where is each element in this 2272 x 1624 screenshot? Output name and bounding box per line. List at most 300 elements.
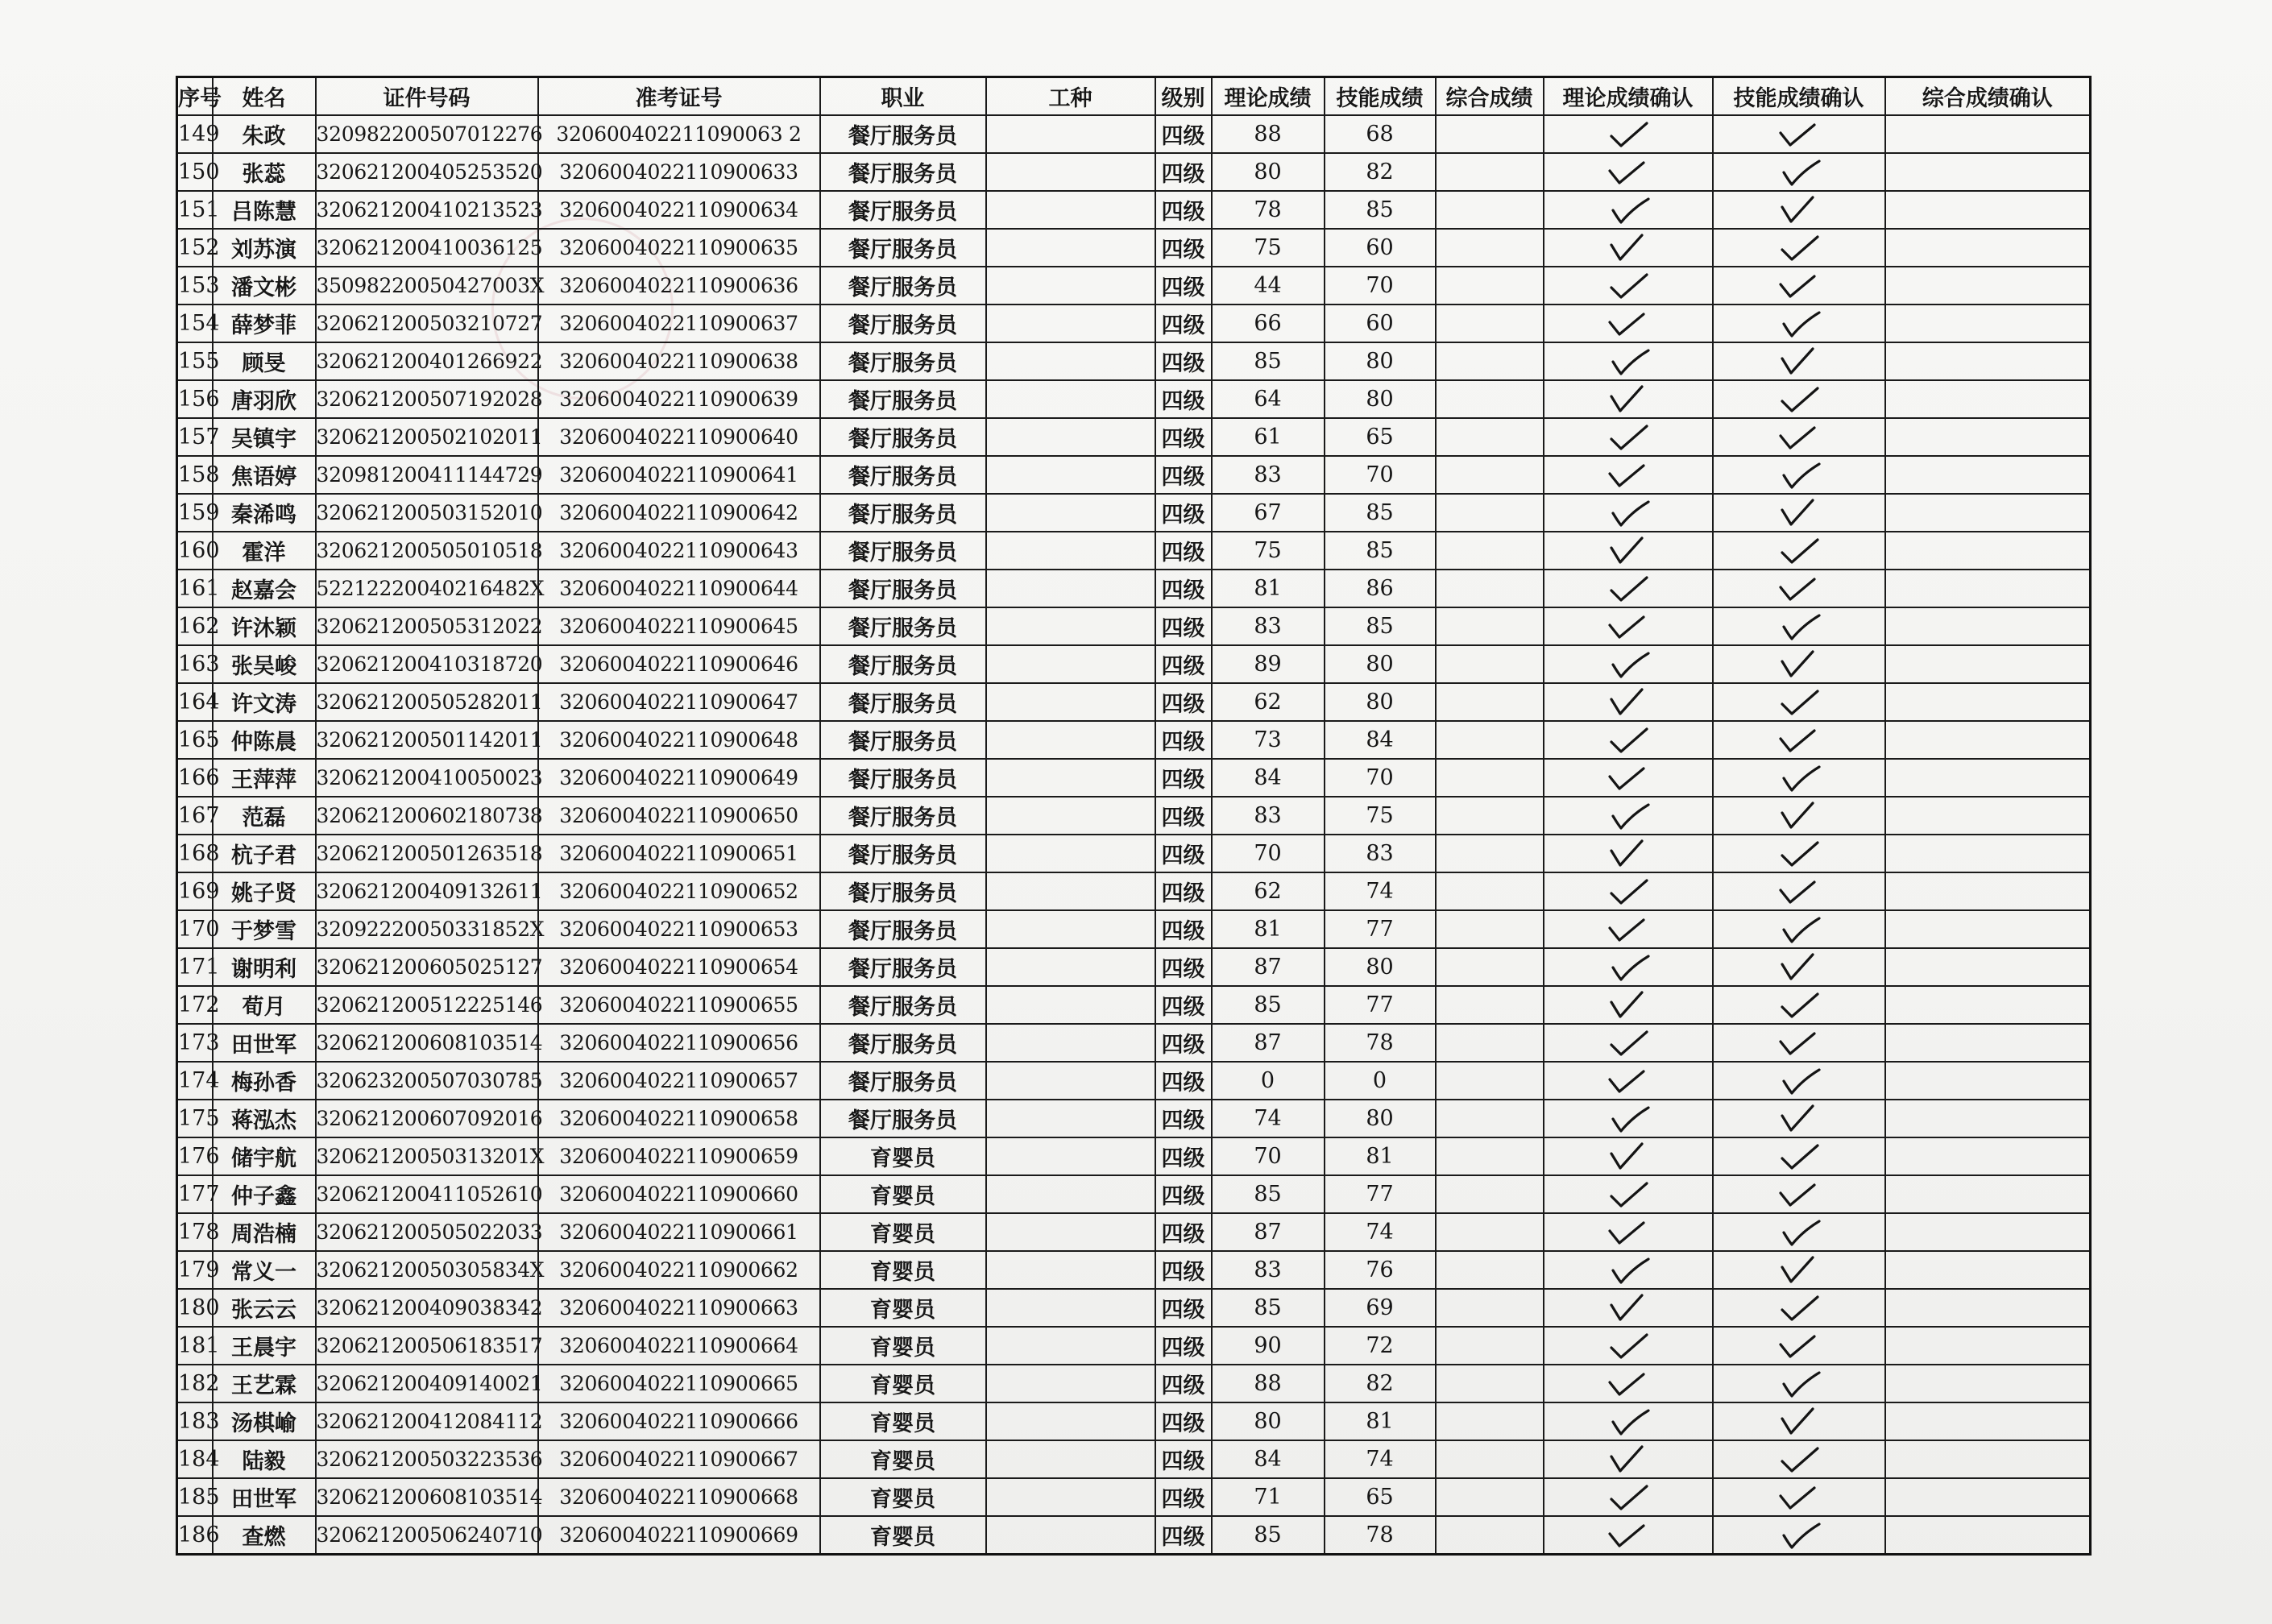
row-id-number: 32092220050331852X	[316, 910, 538, 948]
row-overall-score	[1436, 1213, 1544, 1251]
row-seq: 165	[177, 721, 213, 759]
row-seq: 179	[177, 1251, 213, 1289]
row-occupation: 餐厅服务员	[820, 494, 986, 532]
row-theory-score: 83	[1212, 456, 1325, 494]
skill-confirm-cell	[1713, 1516, 1885, 1555]
row-exam-number: 3206004022110900660	[538, 1175, 820, 1213]
handwritten-check-icon	[1771, 497, 1827, 529]
header-theory-confirm: 理论成绩确认	[1544, 77, 1713, 116]
row-overall-score	[1436, 115, 1544, 153]
row-skill-score: 70	[1325, 267, 1436, 304]
row-overall-score	[1436, 872, 1544, 910]
handwritten-check-icon	[1771, 724, 1827, 756]
row-seq: 163	[177, 645, 213, 683]
row-skill-score: 75	[1325, 797, 1436, 835]
handwritten-check-icon	[1771, 118, 1827, 151]
row-exam-number: 3206004022110900640	[538, 418, 820, 456]
row-level: 四级	[1155, 910, 1212, 948]
handwritten-check-icon	[1771, 1481, 1827, 1514]
row-level: 四级	[1155, 456, 1212, 494]
handwritten-check-icon	[1600, 1103, 1656, 1135]
row-seq: 181	[177, 1327, 213, 1365]
row-level: 四级	[1155, 1062, 1212, 1100]
theory-confirm-cell	[1544, 229, 1713, 267]
row-occupation: 餐厅服务员	[820, 1024, 986, 1062]
row-level: 四级	[1155, 191, 1212, 229]
row-id-number: 320621200410050023	[316, 759, 538, 797]
handwritten-check-icon	[1600, 914, 1656, 946]
header-theory-score: 理论成绩	[1212, 77, 1325, 116]
table-row	[177, 645, 2091, 683]
skill-confirm-cell	[1713, 304, 1885, 342]
handwritten-check-icon	[1771, 270, 1827, 302]
theory-confirm-cell	[1544, 607, 1713, 645]
skill-confirm-cell	[1713, 1478, 1885, 1516]
row-level: 四级	[1155, 1024, 1212, 1062]
table-row	[177, 1402, 2091, 1440]
handwritten-check-icon	[1771, 1292, 1827, 1324]
theory-confirm-cell	[1544, 304, 1713, 342]
row-occupation: 餐厅服务员	[820, 418, 986, 456]
overall-confirm-cell	[1885, 570, 2091, 607]
row-overall-score	[1436, 1062, 1544, 1100]
row-id-number: 320621200409038342	[316, 1289, 538, 1327]
row-level: 四级	[1155, 1289, 1212, 1327]
row-level: 四级	[1155, 1175, 1212, 1213]
row-skill-score: 0	[1325, 1062, 1436, 1100]
row-occupation: 餐厅服务员	[820, 948, 986, 986]
row-id-number: 320621200602180738	[316, 797, 538, 835]
row-id-number: 320621200608103514	[316, 1024, 538, 1062]
table-row	[177, 948, 2091, 986]
row-level: 四级	[1155, 721, 1212, 759]
theory-confirm-cell	[1544, 835, 1713, 872]
table-row	[177, 342, 2091, 380]
handwritten-check-icon	[1600, 762, 1656, 794]
overall-confirm-cell	[1885, 380, 2091, 418]
row-id-number: 320621200502102011	[316, 418, 538, 456]
row-overall-score	[1436, 721, 1544, 759]
row-name: 查燃	[213, 1516, 316, 1555]
row-skill-score: 80	[1325, 342, 1436, 380]
row-skill-score: 70	[1325, 759, 1436, 797]
handwritten-check-icon	[1600, 1141, 1656, 1173]
row-overall-score	[1436, 607, 1544, 645]
row-seq: 157	[177, 418, 213, 456]
table-row	[177, 1213, 2091, 1251]
row-id-number: 320621200505010518	[316, 532, 538, 570]
row-overall-score	[1436, 191, 1544, 229]
handwritten-check-icon	[1600, 876, 1656, 908]
skill-confirm-cell	[1713, 532, 1885, 570]
row-skill-score: 76	[1325, 1251, 1436, 1289]
row-id-number: 320621200411052610	[316, 1175, 538, 1213]
handwritten-check-icon	[1771, 1444, 1827, 1476]
theory-confirm-cell	[1544, 1327, 1713, 1365]
row-level: 四级	[1155, 872, 1212, 910]
row-name: 霍洋	[213, 532, 316, 570]
row-name: 仲子鑫	[213, 1175, 316, 1213]
row-exam-number: 3206004022110900648	[538, 721, 820, 759]
row-seq: 164	[177, 683, 213, 721]
row-theory-score: 66	[1212, 304, 1325, 342]
row-level: 四级	[1155, 1440, 1212, 1478]
theory-confirm-cell	[1544, 153, 1713, 191]
handwritten-check-icon	[1600, 573, 1656, 605]
row-seq: 152	[177, 229, 213, 267]
row-id-number: 320621200412084112	[316, 1402, 538, 1440]
row-overall-score	[1436, 1516, 1544, 1555]
row-theory-score: 85	[1212, 986, 1325, 1024]
handwritten-check-icon	[1600, 1254, 1656, 1286]
row-level: 四级	[1155, 607, 1212, 645]
row-name: 范磊	[213, 797, 316, 835]
row-id-number: 320621200505022033	[316, 1213, 538, 1251]
overall-confirm-cell	[1885, 1478, 2091, 1516]
row-occupation: 餐厅服务员	[820, 267, 986, 304]
row-occupation: 育婴员	[820, 1402, 986, 1440]
row-seq: 177	[177, 1175, 213, 1213]
skill-confirm-cell	[1713, 1289, 1885, 1327]
row-seq: 154	[177, 304, 213, 342]
handwritten-check-icon	[1600, 383, 1656, 416]
overall-confirm-cell	[1885, 645, 2091, 683]
row-overall-score	[1436, 910, 1544, 948]
row-level: 四级	[1155, 759, 1212, 797]
theory-confirm-cell	[1544, 1251, 1713, 1289]
row-skill-score: 78	[1325, 1516, 1436, 1555]
row-occupation: 餐厅服务员	[820, 797, 986, 835]
handwritten-check-icon	[1600, 838, 1656, 870]
row-work-type	[986, 910, 1155, 948]
row-occupation: 餐厅服务员	[820, 986, 986, 1024]
theory-confirm-cell	[1544, 1365, 1713, 1402]
overall-confirm-cell	[1885, 910, 2091, 948]
row-overall-score	[1436, 380, 1544, 418]
theory-confirm-cell	[1544, 191, 1713, 229]
table-row	[177, 267, 2091, 304]
row-theory-score: 90	[1212, 1327, 1325, 1365]
row-name: 杭子君	[213, 835, 316, 872]
handwritten-check-icon	[1771, 838, 1827, 870]
theory-confirm-cell	[1544, 1402, 1713, 1440]
row-id-number: 320621200507192028	[316, 380, 538, 418]
skill-confirm-cell	[1713, 191, 1885, 229]
row-work-type	[986, 1365, 1155, 1402]
skill-confirm-cell	[1713, 835, 1885, 872]
row-name: 焦语婷	[213, 456, 316, 494]
row-work-type	[986, 1251, 1155, 1289]
handwritten-check-icon	[1771, 989, 1827, 1021]
row-name: 仲陈晨	[213, 721, 316, 759]
row-skill-score: 70	[1325, 456, 1436, 494]
row-name: 周浩楠	[213, 1213, 316, 1251]
row-occupation: 餐厅服务员	[820, 532, 986, 570]
row-level: 四级	[1155, 267, 1212, 304]
row-exam-number: 3206004022110900636	[538, 267, 820, 304]
row-skill-score: 81	[1325, 1137, 1436, 1175]
row-occupation: 餐厅服务员	[820, 683, 986, 721]
row-work-type	[986, 759, 1155, 797]
theory-confirm-cell	[1544, 1289, 1713, 1327]
table-row	[177, 607, 2091, 645]
handwritten-check-icon	[1771, 383, 1827, 416]
table-row	[177, 229, 2091, 267]
row-occupation: 餐厅服务员	[820, 191, 986, 229]
row-seq: 160	[177, 532, 213, 570]
row-id-number: 320621200605025127	[316, 948, 538, 986]
row-seq: 167	[177, 797, 213, 835]
row-occupation: 育婴员	[820, 1137, 986, 1175]
row-name: 秦浠鸣	[213, 494, 316, 532]
theory-confirm-cell	[1544, 1062, 1713, 1100]
overall-confirm-cell	[1885, 1327, 2091, 1365]
handwritten-check-icon	[1771, 876, 1827, 908]
row-name: 陆毅	[213, 1440, 316, 1478]
row-work-type	[986, 532, 1155, 570]
row-theory-score: 74	[1212, 1100, 1325, 1137]
row-exam-number: 3206004022110900644	[538, 570, 820, 607]
handwritten-check-icon	[1771, 686, 1827, 719]
row-work-type	[986, 721, 1155, 759]
handwritten-check-icon	[1771, 535, 1827, 567]
row-occupation: 餐厅服务员	[820, 342, 986, 380]
theory-confirm-cell	[1544, 115, 1713, 153]
overall-confirm-cell	[1885, 759, 2091, 797]
row-exam-number: 3206004022110900655	[538, 986, 820, 1024]
score-roster-table	[176, 76, 2092, 1556]
row-work-type	[986, 191, 1155, 229]
skill-confirm-cell	[1713, 1062, 1885, 1100]
theory-confirm-cell	[1544, 645, 1713, 683]
skill-confirm-cell	[1713, 153, 1885, 191]
row-exam-number: 3206004022110900665	[538, 1365, 820, 1402]
row-overall-score	[1436, 1024, 1544, 1062]
handwritten-check-icon	[1771, 800, 1827, 832]
row-seq: 155	[177, 342, 213, 380]
row-exam-number: 3206004022110900666	[538, 1402, 820, 1440]
row-occupation: 育婴员	[820, 1440, 986, 1478]
theory-confirm-cell	[1544, 872, 1713, 910]
row-exam-number: 3206004022110900642	[538, 494, 820, 532]
handwritten-check-icon	[1600, 989, 1656, 1021]
handwritten-check-icon	[1600, 611, 1656, 643]
row-work-type	[986, 456, 1155, 494]
row-id-number: 320621200409140021	[316, 1365, 538, 1402]
row-name: 潘文彬	[213, 267, 316, 304]
theory-confirm-cell	[1544, 1100, 1713, 1137]
row-level: 四级	[1155, 380, 1212, 418]
handwritten-check-icon	[1771, 346, 1827, 378]
skill-confirm-cell	[1713, 607, 1885, 645]
row-work-type	[986, 267, 1155, 304]
row-overall-score	[1436, 1327, 1544, 1365]
handwritten-check-icon	[1771, 421, 1827, 454]
row-level: 四级	[1155, 1478, 1212, 1516]
row-theory-score: 87	[1212, 1024, 1325, 1062]
row-theory-score: 44	[1212, 267, 1325, 304]
row-occupation: 餐厅服务员	[820, 910, 986, 948]
row-theory-score: 62	[1212, 683, 1325, 721]
row-exam-number: 3206004022110900652	[538, 872, 820, 910]
row-occupation: 餐厅服务员	[820, 607, 986, 645]
row-work-type	[986, 1440, 1155, 1478]
row-level: 四级	[1155, 1327, 1212, 1365]
row-work-type	[986, 115, 1155, 153]
row-exam-number: 3206004022110900668	[538, 1478, 820, 1516]
row-theory-score: 87	[1212, 1213, 1325, 1251]
skill-confirm-cell	[1713, 797, 1885, 835]
row-exam-number: 3206004022110900649	[538, 759, 820, 797]
row-skill-score: 74	[1325, 872, 1436, 910]
row-id-number: 320621200505312022	[316, 607, 538, 645]
table-row	[177, 304, 2091, 342]
overall-confirm-cell	[1885, 1062, 2091, 1100]
table-row	[177, 910, 2091, 948]
row-skill-score: 65	[1325, 418, 1436, 456]
table-row	[177, 797, 2091, 835]
row-id-number: 320621200608103514	[316, 1478, 538, 1516]
handwritten-check-icon	[1771, 459, 1827, 491]
handwritten-check-icon	[1600, 118, 1656, 151]
table-row	[177, 1478, 2091, 1516]
row-theory-score: 81	[1212, 910, 1325, 948]
overall-confirm-cell	[1885, 1516, 2091, 1555]
table-row	[177, 1100, 2091, 1137]
row-work-type	[986, 342, 1155, 380]
row-exam-number: 3206004022110900661	[538, 1213, 820, 1251]
row-level: 四级	[1155, 418, 1212, 456]
row-theory-score: 80	[1212, 153, 1325, 191]
table-row	[177, 191, 2091, 229]
header-overall-score: 综合成绩	[1436, 77, 1544, 116]
row-exam-number: 3206004022110900657	[538, 1062, 820, 1100]
skill-confirm-cell	[1713, 229, 1885, 267]
overall-confirm-cell	[1885, 721, 2091, 759]
handwritten-check-icon	[1771, 573, 1827, 605]
row-occupation: 育婴员	[820, 1478, 986, 1516]
overall-confirm-cell	[1885, 267, 2091, 304]
row-overall-score	[1436, 948, 1544, 986]
theory-confirm-cell	[1544, 759, 1713, 797]
row-overall-score	[1436, 229, 1544, 267]
row-id-number: 320621200405253520	[316, 153, 538, 191]
overall-confirm-cell	[1885, 191, 2091, 229]
theory-confirm-cell	[1544, 494, 1713, 532]
row-work-type	[986, 645, 1155, 683]
row-exam-number: 3206004022110900651	[538, 835, 820, 872]
row-level: 四级	[1155, 1137, 1212, 1175]
table-row	[177, 683, 2091, 721]
row-exam-number: 3206004022110900646	[538, 645, 820, 683]
row-overall-score	[1436, 1289, 1544, 1327]
row-exam-number: 3206004022110900637	[538, 304, 820, 342]
row-seq: 170	[177, 910, 213, 948]
row-seq: 185	[177, 1478, 213, 1516]
row-level: 四级	[1155, 948, 1212, 986]
row-id-number: 320982200507012276	[316, 115, 538, 153]
row-id-number: 320621200503152010	[316, 494, 538, 532]
skill-confirm-cell	[1713, 759, 1885, 797]
table-row	[177, 1024, 2091, 1062]
skill-confirm-cell	[1713, 1365, 1885, 1402]
row-work-type	[986, 1478, 1155, 1516]
table-row	[177, 721, 2091, 759]
handwritten-check-icon	[1600, 1065, 1656, 1097]
overall-confirm-cell	[1885, 115, 2091, 153]
row-occupation: 餐厅服务员	[820, 153, 986, 191]
overall-confirm-cell	[1885, 456, 2091, 494]
handwritten-check-icon	[1600, 800, 1656, 832]
row-overall-score	[1436, 570, 1544, 607]
overall-confirm-cell	[1885, 342, 2091, 380]
overall-confirm-cell	[1885, 1365, 2091, 1402]
row-id-number: 320621200401266922	[316, 342, 538, 380]
row-occupation: 餐厅服务员	[820, 380, 986, 418]
row-name: 赵嘉会	[213, 570, 316, 607]
theory-confirm-cell	[1544, 1516, 1713, 1555]
row-id-number: 320621200410213523	[316, 191, 538, 229]
table-row	[177, 1440, 2091, 1478]
row-occupation: 育婴员	[820, 1251, 986, 1289]
overall-confirm-cell	[1885, 607, 2091, 645]
overall-confirm-cell	[1885, 304, 2091, 342]
row-id-number: 320623200507030785	[316, 1062, 538, 1100]
row-skill-score: 81	[1325, 1402, 1436, 1440]
row-occupation: 餐厅服务员	[820, 1062, 986, 1100]
row-name: 张蕊	[213, 153, 316, 191]
handwritten-check-icon	[1771, 308, 1827, 340]
table-row	[177, 115, 2091, 153]
header-level: 级别	[1155, 77, 1212, 116]
handwritten-check-icon	[1600, 648, 1656, 681]
row-occupation: 餐厅服务员	[820, 570, 986, 607]
row-name: 蒋泓杰	[213, 1100, 316, 1137]
handwritten-check-icon	[1600, 1406, 1656, 1438]
skill-confirm-cell	[1713, 1137, 1885, 1175]
row-occupation: 餐厅服务员	[820, 645, 986, 683]
row-level: 四级	[1155, 986, 1212, 1024]
skill-confirm-cell	[1713, 1024, 1885, 1062]
skill-confirm-cell	[1713, 494, 1885, 532]
header-exam-number: 准考证号	[538, 77, 820, 116]
row-level: 四级	[1155, 1516, 1212, 1555]
row-name: 刘苏演	[213, 229, 316, 267]
row-overall-score	[1436, 418, 1544, 456]
row-work-type	[986, 304, 1155, 342]
row-name: 吴镇宇	[213, 418, 316, 456]
row-theory-score: 88	[1212, 1365, 1325, 1402]
row-name: 谢明利	[213, 948, 316, 986]
row-occupation: 育婴员	[820, 1327, 986, 1365]
row-exam-number: 3206004022110900653	[538, 910, 820, 948]
handwritten-check-icon	[1771, 1065, 1827, 1097]
row-exam-number: 3206004022110900663	[538, 1289, 820, 1327]
row-seq: 168	[177, 835, 213, 872]
skill-confirm-cell	[1713, 1213, 1885, 1251]
row-theory-score: 85	[1212, 1175, 1325, 1213]
row-work-type	[986, 872, 1155, 910]
header-skill-confirm: 技能成绩确认	[1713, 77, 1885, 116]
row-theory-score: 78	[1212, 191, 1325, 229]
row-occupation: 餐厅服务员	[820, 115, 986, 153]
handwritten-check-icon	[1771, 1141, 1827, 1173]
table-row	[177, 380, 2091, 418]
row-skill-score: 80	[1325, 683, 1436, 721]
row-overall-score	[1436, 797, 1544, 835]
row-occupation: 餐厅服务员	[820, 1100, 986, 1137]
row-overall-score	[1436, 456, 1544, 494]
